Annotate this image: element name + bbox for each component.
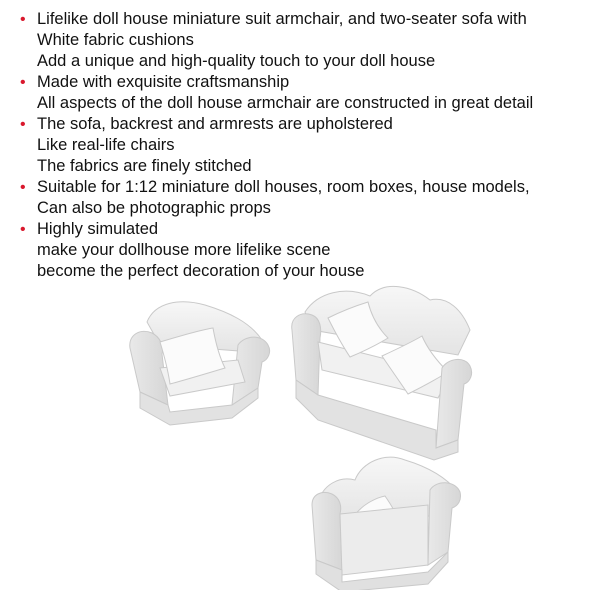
feature-item (20, 219, 595, 282)
feature-line: make your dollhouse more lifelike scene (37, 241, 331, 259)
armchair-back-view (312, 457, 461, 590)
feature-line: Like real-life chairs (37, 136, 175, 154)
feature-item (20, 9, 595, 72)
feature-line: White fabric cushions (37, 31, 194, 49)
bullet-dot-icon: • (20, 179, 26, 196)
rear-chair-left-arm (312, 492, 342, 570)
feature-list (20, 9, 595, 282)
bullet-dot-icon: • (20, 221, 26, 238)
feature-line: All aspects of the doll house armchair are constructed in great detail (37, 94, 534, 112)
rear-chair-body (340, 505, 428, 575)
feature-line: Lifelike doll house miniature suit armchair, and two-seater sofa with (37, 10, 527, 28)
rear-chair-right-arm (428, 483, 461, 565)
armchair (130, 302, 270, 425)
feature-line: become the perfect decoration of your house (37, 262, 365, 280)
bullet-dot-icon: • (20, 74, 26, 91)
feature-line: The sofa, backrest and armrests are upholstered (37, 115, 393, 133)
feature-line: Add a unique and high-quality touch to your doll house (37, 52, 436, 70)
feature-line: Made with exquisite craftsmanship (37, 73, 290, 91)
feature-item (20, 72, 595, 114)
feature-line: Can also be photographic props (37, 199, 271, 217)
bullet-dot-icon: • (20, 116, 26, 133)
two-seater-sofa (292, 286, 472, 460)
feature-line: The fabrics are finely stitched (37, 157, 252, 175)
feature-line: Suitable for 1:12 miniature doll houses, room boxes, house models, (37, 178, 530, 196)
feature-item (20, 177, 595, 219)
bullet-dot-icon: • (20, 11, 26, 28)
furniture-set-illustration (120, 280, 480, 590)
feature-line: Highly simulated (37, 220, 159, 238)
feature-item (20, 114, 595, 177)
sofa-right-arm (436, 359, 472, 448)
